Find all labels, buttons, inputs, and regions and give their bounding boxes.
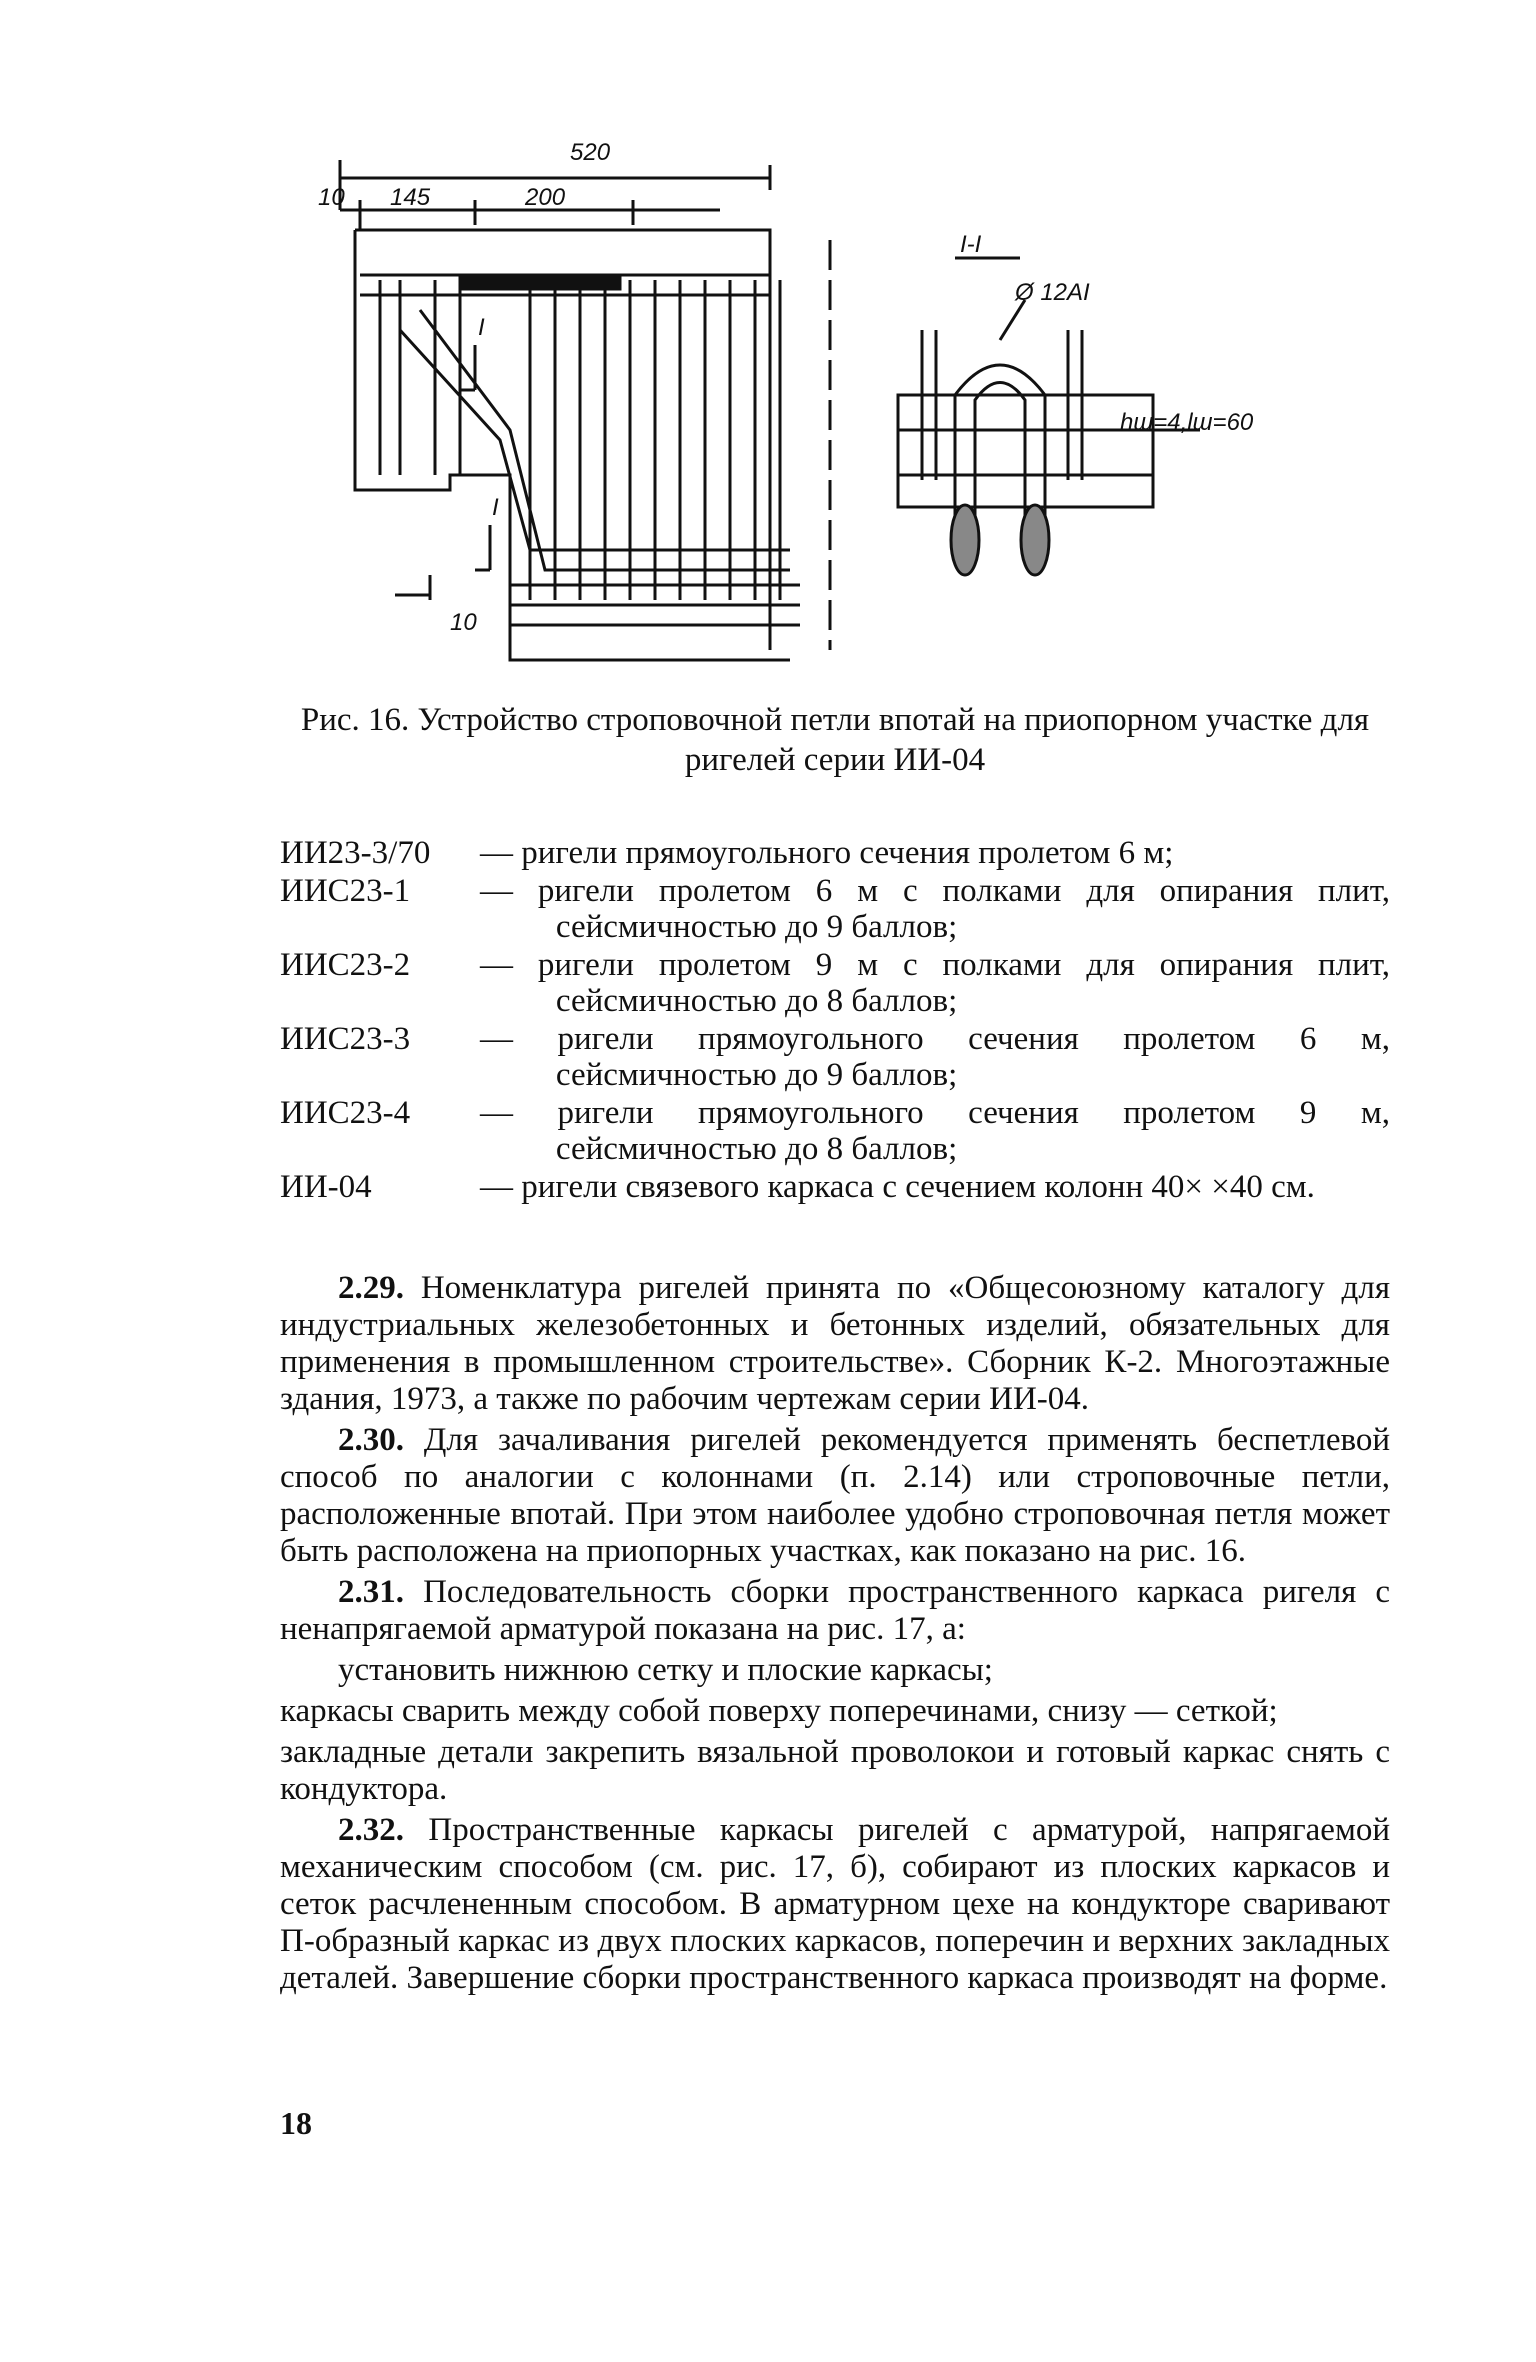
paragraph-number: 2.29. [338, 1270, 404, 1306]
legend-code: ИИС23-2 [280, 947, 411, 983]
step-item: каркасы сварить между собой поверху поперечинами, снизу — сеткой; [280, 1693, 1278, 1729]
section-mark-bottom: I [492, 494, 499, 521]
legend-desc: — ригели пролетом 6 м с полками для опирания плит, сейсмичностью до 9 баллов; [480, 873, 1390, 945]
section-mark-top: I [478, 314, 485, 341]
legend-row [280, 1095, 1390, 1167]
paragraph-number: 2.30. [338, 1422, 404, 1458]
legend-code: ИИ23-3/70 [280, 835, 431, 871]
figure-16-drawing [300, 130, 1300, 690]
reinforcement-drawing [300, 130, 1300, 690]
paragraph-2-29 [280, 1270, 1390, 1418]
beam-series-legend [280, 835, 1390, 1207]
paragraph-text: Последовательность сборки пространственного каркаса ригеля с ненапрягаемой арматурой показана на рис. 17, а: [280, 1574, 1390, 1647]
dim-total: 520 [570, 139, 611, 166]
dim-second: 200 [525, 184, 566, 211]
loop-label: hш=4,lш=60 [1120, 409, 1254, 436]
paragraph-2-30 [280, 1422, 1390, 1570]
step-item: закладные детали закрепить вязальной проволокои и готовый каркас снять с кондуктора. [280, 1734, 1390, 1807]
legend-desc: — ригели прямоугольного сечения пролетом 9 м, сейсмичностью до 8 баллов; [480, 1095, 1390, 1167]
legend-desc: — ригели прямоугольного сечения пролетом 6 м, сейсмичностью до 9 баллов; [480, 1021, 1390, 1093]
step-item: установить нижнюю сетку и плоские каркасы; [338, 1652, 993, 1688]
page-number: 18 [280, 2105, 312, 2141]
legend-row [280, 873, 1390, 945]
paragraph-text: Для зачаливания ригелей рекомендуется применять беспетлевой способ по аналогии с колоннами (п. 2.14) или строповочные петли, расположенные впотай. При этом наиболее удобно строповочная петля может быть расположена на приопорных участках, как показано на рис. 16. [280, 1422, 1390, 1569]
paragraph-2-31 [280, 1574, 1390, 1648]
dim-left-gap: 10 [318, 184, 345, 211]
paragraph-number: 2.32. [338, 1812, 404, 1848]
legend-row [280, 947, 1390, 1019]
legend-code: ИИС23-4 [280, 1095, 411, 1131]
legend-desc: — ригели связевого каркаса с сечением колонн 40× ×40 см. [480, 1169, 1315, 1205]
legend-row [280, 1169, 1390, 1205]
dim-bottom: 10 [450, 609, 477, 636]
paragraph-text: Пространственные каркасы ригелей с арматурой, напрягаемой механическим способом (см. рис. 17, б), собирают из плоских каркасов и сеток расчлененным способом. В арматурном цехе на кондукторе сваривают П-образный каркас из двух плоских каркасов, поперечин и верхних закладных деталей. Завершение сборки пространственного каркаса производят на форме. [280, 1812, 1390, 1996]
legend-row [280, 835, 1390, 871]
legend-row [280, 1021, 1390, 1093]
legend-code: ИИС23-3 [280, 1021, 411, 1057]
dim-first: 145 [390, 184, 431, 211]
section-title: I-I [960, 231, 982, 258]
legend-code: ИИ-04 [280, 1169, 372, 1205]
paragraph-2-32 [280, 1812, 1390, 1997]
legend-desc: — ригели прямоугольного сечения пролетом 6 м; [480, 835, 1174, 871]
legend-code: ИИС23-1 [280, 873, 411, 909]
bar-label: Ø 12AI [1015, 279, 1090, 306]
legend-desc: — ригели пролетом 9 м с полками для опирания плит, сейсмичностью до 8 баллов; [480, 947, 1390, 1019]
body-text [280, 1270, 1390, 2001]
figure-caption: Рис. 16. Устройство строповочной петли впотай на приопорном участке для ригелей серии ИИ-04 [300, 702, 1370, 778]
paragraph-number: 2.31. [338, 1574, 404, 1610]
paragraph-text: Номенклатура ригелей принята по «Общесоюзному каталогу для индустриальных железобетонных и бетонных изделий, обязательных для применения в промышленном строительстве». Сборник К-2. Многоэтажные здания, 1973, а также по рабочим чертежам серии ИИ-04. [280, 1270, 1390, 1417]
